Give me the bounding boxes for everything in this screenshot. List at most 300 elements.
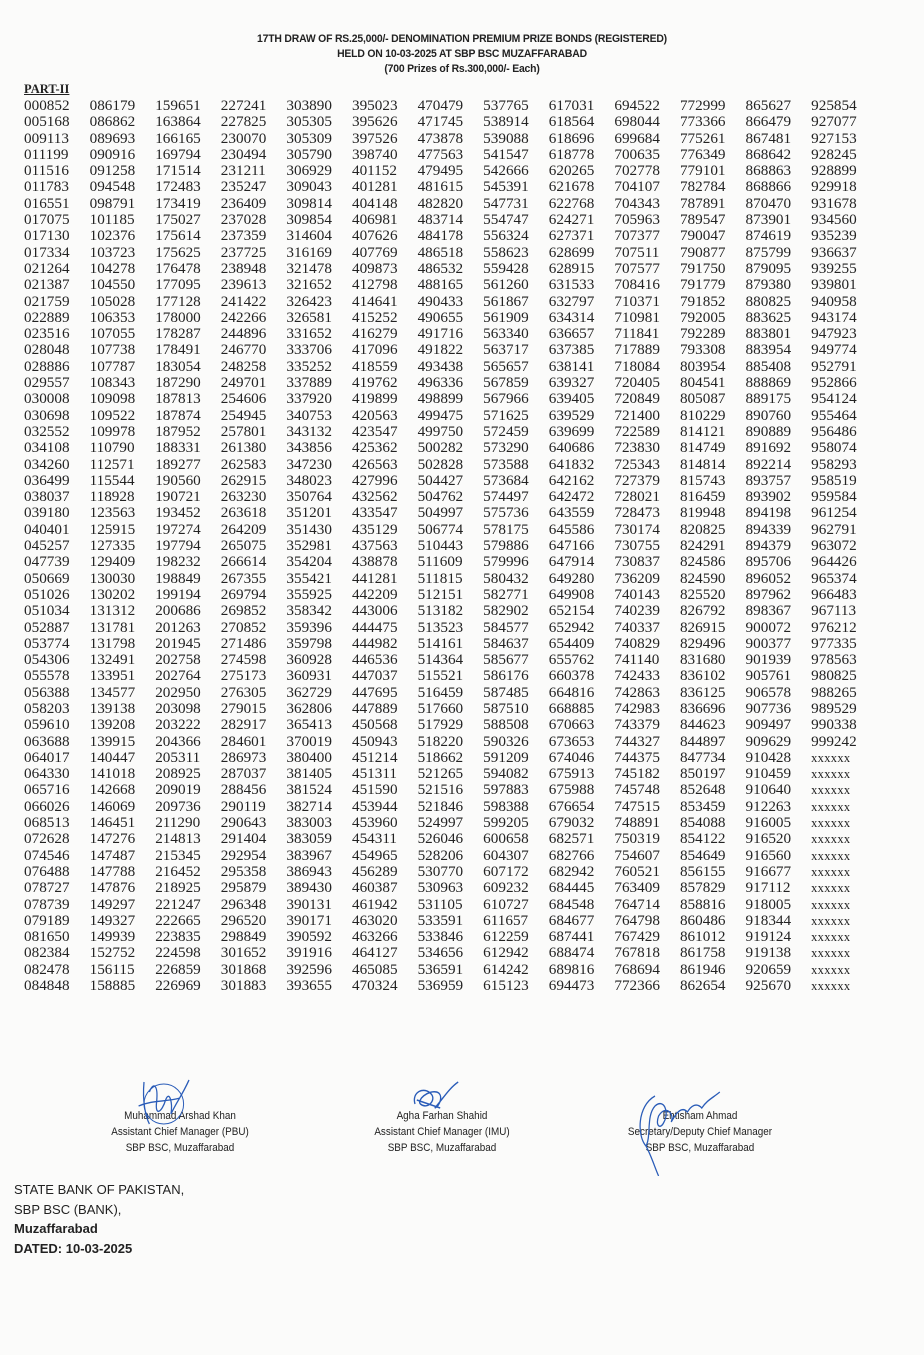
bond-number-cell: 556324 [483, 227, 529, 245]
bond-number-cell: 084848 [24, 977, 70, 995]
bond-number-cell: 230070 [220, 129, 267, 147]
bond-number-cell: 640686 [548, 439, 595, 457]
bond-number-cell: 844623 [679, 716, 726, 734]
bond-number-cell: 790047 [679, 227, 726, 245]
bond-number-cell: 386943 [286, 862, 332, 880]
bond-number-cell: 598388 [483, 797, 529, 815]
bond-number-cell: 270852 [220, 618, 267, 636]
bond-number-cell: 561909 [483, 308, 529, 326]
table-row [24, 375, 877, 391]
bond-number-cell: 763409 [614, 879, 660, 897]
bond-number-cell: 104550 [89, 276, 136, 294]
bond-number-cell: 939801 [811, 276, 857, 294]
bond-number-cell: 358342 [286, 602, 332, 620]
bond-number-cell: 072628 [24, 830, 70, 848]
bond-number-cell: 199194 [155, 585, 201, 603]
bond-number-cell: 045257 [24, 537, 70, 555]
bond-number-cell: 642472 [548, 488, 595, 506]
bond-number-cell: 287037 [220, 765, 267, 783]
bond-number-cell: 337920 [286, 390, 332, 408]
bond-number-cell: 682571 [548, 830, 595, 848]
bond-number-cell: 647914 [548, 553, 595, 571]
bond-number-cell: 883954 [745, 341, 792, 359]
bond-number-cell: 760521 [614, 862, 660, 880]
bond-number-cell: 028048 [24, 341, 70, 359]
bond-number-cell: 055578 [24, 667, 70, 685]
table-row [24, 603, 877, 619]
bond-number-cell: 237725 [220, 243, 267, 261]
table-row [24, 734, 877, 750]
bond-number-cell: 791852 [679, 292, 726, 310]
bond-number-cell: 779101 [679, 162, 726, 180]
bond-number-cell: 518220 [417, 732, 464, 750]
bond-number-cell: 764714 [614, 895, 660, 913]
bond-number-cell: 873901 [745, 211, 792, 229]
table-row [24, 505, 877, 521]
bond-number-cell: 918005 [745, 895, 792, 913]
bond-number-cell: 021759 [24, 292, 70, 310]
bond-number-cell: 868642 [745, 145, 792, 163]
bond-number-cell: 005168 [24, 113, 70, 131]
bond-number-cell: 618778 [548, 145, 595, 163]
bond-number-cell: 639529 [548, 406, 595, 424]
bond-number-cell: 748891 [614, 814, 660, 832]
bond-number-cell: xxxxxx [811, 767, 851, 782]
bond-number-cell: 722589 [614, 422, 660, 440]
bond-number-cell: 343132 [286, 422, 332, 440]
bond-number-cell: 742863 [614, 683, 660, 701]
bond-number-cell: 493438 [417, 357, 464, 375]
table-row [24, 717, 877, 733]
table-row [24, 766, 877, 782]
bond-number-cell: 419762 [351, 374, 398, 392]
bond-number-cell: 139208 [89, 716, 136, 734]
bond-number-cell: 689816 [548, 960, 595, 978]
bond-number-cell: 348023 [286, 471, 332, 489]
bond-number-cell: 362806 [286, 699, 332, 717]
bond-number-cell: 263230 [220, 488, 267, 506]
table-row [24, 408, 877, 424]
bond-number-cell: 301883 [220, 977, 267, 995]
bond-number-cell: 496336 [417, 374, 464, 392]
bond-number-cell: 132491 [89, 651, 136, 669]
bond-number-cell: 381524 [286, 781, 332, 799]
bond-number-cell: 727379 [614, 471, 660, 489]
bond-number-cell: 490433 [417, 292, 464, 310]
bond-number-cell: 406981 [351, 211, 398, 229]
bond-number-cell: 889175 [745, 390, 792, 408]
bond-number-cell: 248258 [220, 357, 267, 375]
bond-number-cell: 290119 [220, 797, 266, 815]
bond-number-cell: 631533 [548, 276, 595, 294]
bond-number-cell: 853459 [679, 797, 726, 815]
bond-number-cell: 594082 [483, 765, 529, 783]
table-row [24, 457, 877, 473]
table-row [24, 587, 877, 603]
bond-number-cell: 081650 [24, 928, 70, 946]
bond-number-cell: 197794 [155, 537, 201, 555]
bond-number-cell: 831680 [679, 651, 726, 669]
bond-number-cell: 730755 [614, 537, 660, 555]
bond-number-cell: 687441 [548, 928, 595, 946]
bond-number-cell: 477563 [417, 145, 464, 163]
bond-number-cell: 634314 [548, 308, 595, 326]
bond-number-cell: 862654 [679, 977, 726, 995]
bond-number-cell: xxxxxx [811, 962, 851, 977]
bond-number-cell: 451590 [351, 781, 398, 799]
bond-number-cell: 533846 [417, 928, 464, 946]
bond-number-cell: 262583 [220, 455, 267, 473]
bond-number-cell: 521265 [417, 765, 464, 783]
bond-number-cell: 383059 [286, 830, 332, 848]
bond-number-cell: 254606 [220, 390, 267, 408]
bond-number-cell: 426563 [351, 455, 398, 473]
bond-number-cell: 790877 [679, 243, 726, 261]
table-row [24, 326, 877, 342]
bond-number-cell: 022889 [24, 308, 70, 326]
table-row [24, 554, 877, 570]
bond-number-cell: 643559 [548, 504, 595, 522]
bond-number-cell: 654409 [548, 634, 595, 652]
bond-number-cell: 814814 [679, 455, 726, 473]
bond-number-cell: 660378 [548, 667, 595, 685]
bond-number-cell: 892214 [745, 455, 792, 473]
bond-number-cell: 198849 [155, 569, 201, 587]
bond-number-cell: 360931 [286, 667, 332, 685]
bond-number-cell: 894198 [745, 504, 792, 522]
table-row [24, 652, 877, 668]
bond-number-cell: 115544 [89, 471, 135, 489]
bond-number-cell: 793308 [679, 341, 726, 359]
bond-number-cell: 103723 [89, 243, 136, 261]
bond-number-cell: 223835 [155, 928, 201, 946]
bond-number-cell: 905761 [745, 667, 792, 685]
bond-number-cell: 086862 [89, 113, 136, 131]
bond-number-cell: 292954 [220, 846, 267, 864]
bond-number-cell: 059610 [24, 716, 70, 734]
bond-number-cell: 791779 [679, 276, 726, 294]
bond-number-cell: 222665 [155, 911, 201, 929]
bond-number-cell: 754607 [614, 846, 660, 864]
bond-number-cell: 967113 [811, 602, 857, 620]
table-row [24, 147, 877, 163]
bond-number-cell: 141018 [89, 765, 136, 783]
bond-number-cell: 215345 [155, 846, 201, 864]
bond-number-cell: 178491 [155, 341, 201, 359]
bond-number-cell: 826792 [679, 602, 726, 620]
bond-number-cell: 517660 [417, 699, 464, 717]
bond-number-cell: 988265 [811, 683, 857, 701]
bond-number-cell: 919138 [745, 944, 792, 962]
bond-number-cell: 306929 [286, 162, 332, 180]
bond-number-cell: 133951 [89, 667, 136, 685]
bond-number-cell: 175027 [155, 211, 201, 229]
bond-number-cell: 427996 [351, 471, 398, 489]
bond-number-cell: 574497 [483, 488, 529, 506]
bond-number-cell: 888869 [745, 374, 792, 392]
bond-number-cell: 836125 [679, 683, 726, 701]
bond-number-cell: 190560 [155, 471, 201, 489]
bond-number-cell: 131312 [89, 602, 136, 620]
bond-number-cell: 107055 [89, 325, 136, 343]
bond-number-cell: 050669 [24, 569, 70, 587]
bond-number-cell: 288456 [220, 781, 267, 799]
table-row [24, 359, 877, 375]
bond-number-cell: 078739 [24, 895, 70, 913]
bond-number-cell: 030008 [24, 390, 70, 408]
bond-number-cell: 684445 [548, 879, 595, 897]
bond-number-cell: 484178 [417, 227, 464, 245]
issuer-block [14, 1180, 184, 1258]
bond-number-cell: 309043 [286, 178, 332, 196]
bond-number-cell: 331652 [286, 325, 332, 343]
bond-number-cell: 383003 [286, 814, 332, 832]
bond-number-cell: 204366 [155, 732, 201, 750]
bond-number-cell: 230494 [220, 145, 267, 163]
bond-number-cell: 854122 [679, 830, 726, 848]
bond-number-cell: 894339 [745, 520, 792, 538]
bond-number-cell: 515521 [417, 667, 464, 685]
bond-number-cell: 187290 [155, 374, 201, 392]
bond-number-cell: 961254 [811, 504, 857, 522]
bond-number-cell: 611657 [483, 911, 529, 929]
bond-number-cell: 804541 [679, 374, 726, 392]
bond-number-cell: 772366 [614, 977, 660, 995]
bond-number-cell: xxxxxx [811, 799, 851, 814]
bond-number-cell: 107738 [89, 341, 136, 359]
bond-number-cell: 129409 [89, 553, 136, 571]
bond-number-cell: 470479 [417, 97, 464, 114]
bond-number-cell: 825520 [679, 585, 726, 603]
bond-number-cell: 773366 [679, 113, 726, 131]
bond-number-cell: 962791 [811, 520, 857, 538]
bond-number-cell: 209019 [155, 781, 201, 799]
bond-number-cell: 231211 [220, 162, 266, 180]
bond-number-cell: 541547 [483, 145, 529, 163]
table-row [24, 245, 877, 261]
table-row [24, 685, 877, 701]
bond-number-cell: 850197 [679, 765, 726, 783]
bond-number-cell: 226859 [155, 960, 201, 978]
bond-number-cell: 721400 [614, 406, 660, 424]
bond-number-cell: 639405 [548, 390, 595, 408]
bond-number-cell: 355421 [286, 569, 332, 587]
bond-number-cell: 958519 [811, 471, 857, 489]
bond-number-cell: 861012 [679, 928, 726, 946]
bond-number-cell: 939255 [811, 259, 857, 277]
bond-number-cell: 916560 [745, 846, 792, 864]
bond-number-cell: 561260 [483, 276, 529, 294]
bond-number-cell: 106353 [89, 308, 136, 326]
bond-number-cell: 545391 [483, 178, 529, 196]
bond-number-cell: 521846 [417, 797, 464, 815]
bond-number-cell: 890889 [745, 422, 792, 440]
signatory-1 [81, 1108, 279, 1156]
bond-number-cell: 502828 [417, 455, 464, 473]
bond-number-cell: 910428 [745, 748, 792, 766]
bond-number-cell: 885408 [745, 357, 792, 375]
bond-number-cell: 178287 [155, 325, 201, 343]
bond-number-cell: 792289 [679, 325, 726, 343]
bond-number-cell: 147788 [89, 862, 136, 880]
bond-number-cell: 652942 [548, 618, 595, 636]
bond-number-cell: 238948 [220, 259, 267, 277]
bond-number-cell: 868863 [745, 162, 792, 180]
table-row [24, 131, 877, 147]
bond-number-cell: 460387 [351, 879, 398, 897]
bond-number-cell: 463266 [351, 928, 398, 946]
bond-number-cell: 547731 [483, 194, 529, 212]
bond-number-cell: 011783 [24, 178, 69, 196]
bond-number-cell: 295358 [220, 862, 267, 880]
signatory-1-office: SBP BSC, Muzaffarabad [125, 1142, 235, 1154]
bond-number-cell: 628699 [548, 243, 595, 261]
bond-number-cell: 638141 [548, 357, 595, 375]
bond-number-cell: 867481 [745, 129, 792, 147]
bond-number-cell: 249701 [220, 374, 267, 392]
bond-number-cell: 147276 [89, 830, 136, 848]
bond-number-cell: 676654 [548, 797, 595, 815]
bond-number-cell: 538914 [483, 113, 529, 131]
bond-number-cell: 572459 [483, 422, 529, 440]
bond-number-cell: 282917 [220, 716, 267, 734]
bond-number-cell: 720405 [614, 374, 660, 392]
bond-number-cell: 582902 [483, 602, 529, 620]
bond-number-cell: 627371 [548, 227, 595, 245]
signatory-3-office: SBP BSC, Muzaffarabad [645, 1142, 755, 1154]
bond-number-cell: 710981 [614, 308, 660, 326]
bond-number-cell: 600658 [483, 830, 529, 848]
bond-number-cell: 134577 [89, 683, 136, 701]
bond-number-cell: 034260 [24, 455, 70, 473]
bond-number-cell: 237359 [220, 227, 267, 245]
bond-number-cell: 567859 [483, 374, 529, 392]
bond-number-cell: 604307 [483, 846, 529, 864]
bond-number-cell: 927077 [811, 113, 857, 131]
bond-number-cell: 590326 [483, 732, 529, 750]
bond-number-cell: 925670 [745, 977, 792, 995]
bond-number-cell: 118928 [89, 488, 135, 506]
bond-number-cell: 393655 [286, 977, 332, 995]
bond-number-cell: 419899 [351, 390, 398, 408]
bond-number-cell: 844897 [679, 732, 726, 750]
bond-number-cell: 274598 [220, 651, 267, 669]
bond-number-cell: 209736 [155, 797, 201, 815]
bond-number-cell: 704107 [614, 178, 660, 196]
bond-number-cell: 925854 [811, 97, 857, 114]
bond-number-cell: 051034 [24, 602, 70, 620]
bond-number-cell: 442209 [351, 585, 398, 603]
bond-number-cell: 107787 [89, 357, 136, 375]
bond-number-cell: 125915 [89, 520, 136, 538]
bond-number-cell: 350764 [286, 488, 332, 506]
bond-number-cell: 699684 [614, 129, 660, 147]
bond-number-cell: 305790 [286, 145, 332, 163]
bond-number-cell: 407769 [351, 243, 398, 261]
bond-number-cell: 108343 [89, 374, 136, 392]
bond-number-cell: 415252 [351, 308, 398, 326]
bond-number-cell: 567966 [483, 390, 529, 408]
bond-number-cell: 142668 [89, 781, 136, 799]
bond-number-cell: 343856 [286, 439, 332, 457]
bond-number-cell: 740829 [614, 634, 660, 652]
bond-number-cell: 030698 [24, 406, 70, 424]
bond-number-cell: 483714 [417, 211, 464, 229]
bond-number-cell: 152752 [89, 944, 136, 962]
signatory-2-name: Agha Farhan Shahid [396, 1110, 488, 1122]
header-title: 17TH DRAW OF RS.25,000/- DENOMINATION PREMIUM PRIZE BONDS (REGISTERED) [257, 33, 667, 45]
bond-number-cell: 901939 [745, 651, 792, 669]
bond-number-cell: 694522 [614, 97, 660, 114]
bond-number-cell: 491822 [417, 341, 464, 359]
bond-number-cell: 858816 [679, 895, 726, 913]
bond-number-cell: 820825 [679, 520, 726, 538]
bond-number-cell: 316169 [286, 243, 332, 261]
bond-number-cell: 065716 [24, 781, 70, 799]
bond-number-cell: 309854 [286, 211, 332, 229]
bond-number-cell: 203098 [155, 699, 201, 717]
bond-number-cell: 860486 [679, 911, 726, 929]
bond-number-cell: 391916 [286, 944, 332, 962]
bond-number-cell: 895706 [745, 553, 792, 571]
bond-number-cell: 900377 [745, 634, 792, 652]
bond-number-cell: 907736 [745, 699, 792, 717]
bond-number-cell: 563340 [483, 325, 529, 343]
bond-number-cell: 815743 [679, 471, 726, 489]
bond-number-cell: 109978 [89, 422, 136, 440]
bond-number-cell: 742983 [614, 699, 660, 717]
table-row [24, 897, 877, 913]
bond-number-cell: 511815 [417, 569, 463, 587]
bond-number-cell: 193452 [155, 504, 201, 522]
bond-number-cell: 949774 [811, 341, 857, 359]
bond-number-cell: 897962 [745, 585, 792, 603]
bond-number-cell: 435129 [351, 520, 398, 538]
bond-number-cell: 510443 [417, 537, 464, 555]
bond-number-cell: 856155 [679, 862, 726, 880]
bond-number-cell: xxxxxx [811, 816, 851, 831]
bond-number-cell: 728021 [614, 488, 660, 506]
bond-number-cell: 591209 [483, 748, 529, 766]
bond-number-cell: 463020 [351, 911, 398, 929]
bond-number-cell: 423547 [351, 422, 398, 440]
bond-number-cell: 585677 [483, 651, 529, 669]
bond-number-cell: 767818 [614, 944, 660, 962]
bond-number-cell: 890760 [745, 406, 792, 424]
bond-number-cell: 959584 [811, 488, 857, 506]
bond-number-cell: 021387 [24, 276, 70, 294]
table-row [24, 636, 877, 652]
bond-number-cell: 023516 [24, 325, 70, 343]
table-row [24, 945, 877, 961]
bond-number-cell: 955464 [811, 406, 857, 424]
bond-number-cell: xxxxxx [811, 930, 851, 945]
bond-number-cell: 218925 [155, 879, 201, 897]
bond-number-cell: 561867 [483, 292, 529, 310]
bond-number-cell: 241422 [220, 292, 267, 310]
bond-number-cell: 039180 [24, 504, 70, 522]
bond-number-cell: 554747 [483, 211, 529, 229]
bond-number-cell: 524997 [417, 814, 464, 832]
bond-number-cell: 894379 [745, 537, 792, 555]
bond-number-cell: 425362 [351, 439, 398, 457]
bond-number-cell: 404148 [351, 194, 398, 212]
bond-number-cell: 221247 [155, 895, 201, 913]
bond-number-cell: 271486 [220, 634, 267, 652]
bond-number-cell: 805087 [679, 390, 726, 408]
bond-number-cell: 175625 [155, 243, 201, 261]
bond-number-cell: 078727 [24, 879, 70, 897]
